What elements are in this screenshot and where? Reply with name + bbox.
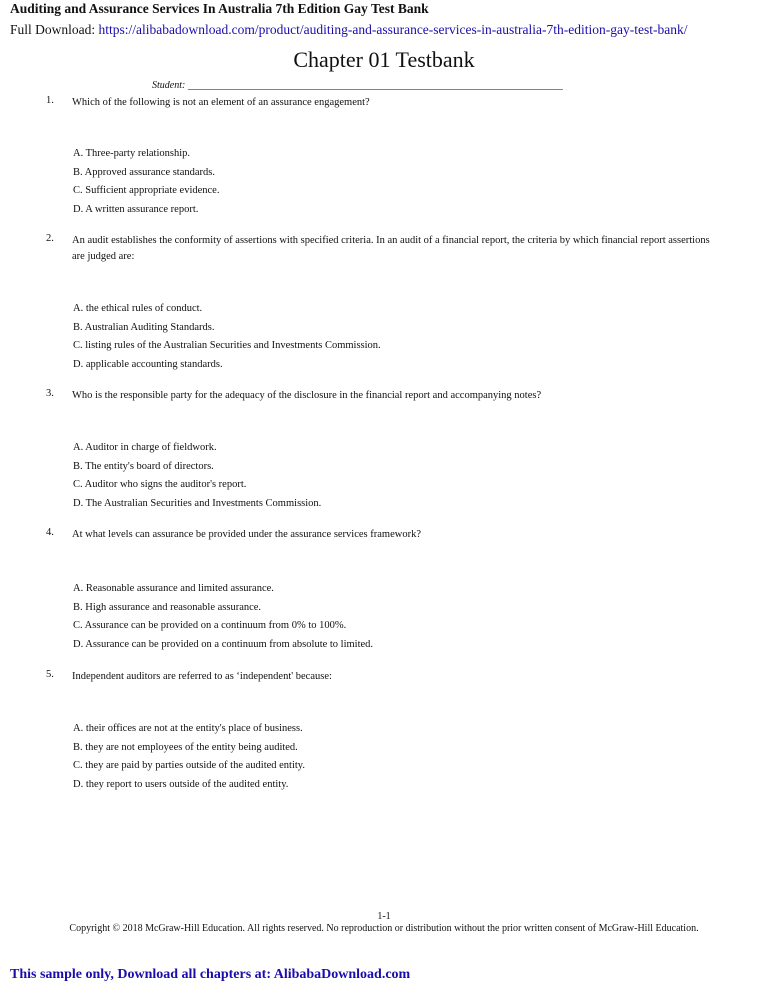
question-number: 4. <box>46 527 54 538</box>
option-c: C. Auditor who signs the auditor's report. <box>73 479 247 490</box>
document-title: Auditing and Assurance Services In Australia 7th Edition Gay Test Bank <box>10 1 429 16</box>
option-b: B. Australian Auditing Standards. <box>73 321 215 333</box>
option-a: A. their offices are not at the entity's place of business. <box>73 723 303 734</box>
download-line <box>10 22 687 38</box>
question-text: Which of the following is not an element of an assurance engagement? <box>72 97 370 108</box>
question-number: 3. <box>46 388 54 399</box>
question-text: Who is the responsible party for the adequacy of the disclosure in the financial report and accompanying notes? <box>72 390 542 401</box>
question-options <box>73 580 373 654</box>
option-d: D. Assurance can be provided on a continuum from absolute to limited. <box>73 638 374 650</box>
option-c: C. Assurance can be provided on a continuum from 0% to 100%. <box>73 620 347 631</box>
option-d: D. The Australian Securities and Investments Commission. <box>73 497 322 509</box>
option-c: C. they are paid by parties outside of the audited entity. <box>73 760 306 771</box>
question-options <box>73 300 381 374</box>
question-text: An audit establishes the conformity of assertions with specified criteria. In an audit of a financial report, the criteria by which financial report assertions are judged are: <box>72 235 710 262</box>
option-d: D. A written assurance report. <box>73 203 199 215</box>
option-b: B. High assurance and reasonable assurance. <box>73 601 262 613</box>
question-options <box>73 720 305 794</box>
student-name-line: Student: ___________________________________________________________________________ <box>152 80 563 91</box>
option-b: B. The entity's board of directors. <box>73 460 214 472</box>
option-d: D. applicable accounting standards. <box>73 358 223 370</box>
copyright-notice: Copyright © 2018 McGraw-Hill Education. All rights reserved. No reproduction or distribution without the prior written consent of McGraw-Hill Education. <box>69 923 699 934</box>
chapter-title-text: Chapter 01 Testbank <box>293 47 475 72</box>
option-d: D. they report to users outside of the audited entity. <box>73 778 289 790</box>
option-a: A. Auditor in charge of fieldwork. <box>73 442 217 453</box>
chapter-title <box>0 47 768 73</box>
question-text: At what levels can assurance be provided under the assurance services framework? <box>72 529 421 540</box>
question-number: 5. <box>46 669 54 680</box>
page-number: 1-1 <box>377 911 391 922</box>
download-banner[interactable]: This sample only, Download all chapters at: AlibabaDownload.com <box>10 967 411 982</box>
question-number: 2. <box>46 233 54 244</box>
option-c: C. Sufficient appropriate evidence. <box>73 185 220 196</box>
option-c: C. listing rules of the Australian Securities and Investments Commission. <box>73 340 381 351</box>
option-b: B. they are not employees of the entity being audited. <box>73 741 298 753</box>
question-options <box>73 145 219 219</box>
question-text: Independent auditors are referred to as ‘independent' because: <box>72 671 332 682</box>
option-a: A. Reasonable assurance and limited assurance. <box>73 583 274 594</box>
option-a: A. the ethical rules of conduct. <box>73 303 203 314</box>
download-label: Full Download: <box>10 22 99 37</box>
question-options <box>73 439 321 513</box>
question-number: 1. <box>46 95 54 106</box>
download-link[interactable]: https://alibabadownload.com/product/auditing-and-assurance-services-in-australia-7th-edition-gay-test-bank/ <box>98 22 688 37</box>
option-a: A. Three-party relationship. <box>73 148 191 159</box>
option-b: B. Approved assurance standards. <box>73 166 216 178</box>
